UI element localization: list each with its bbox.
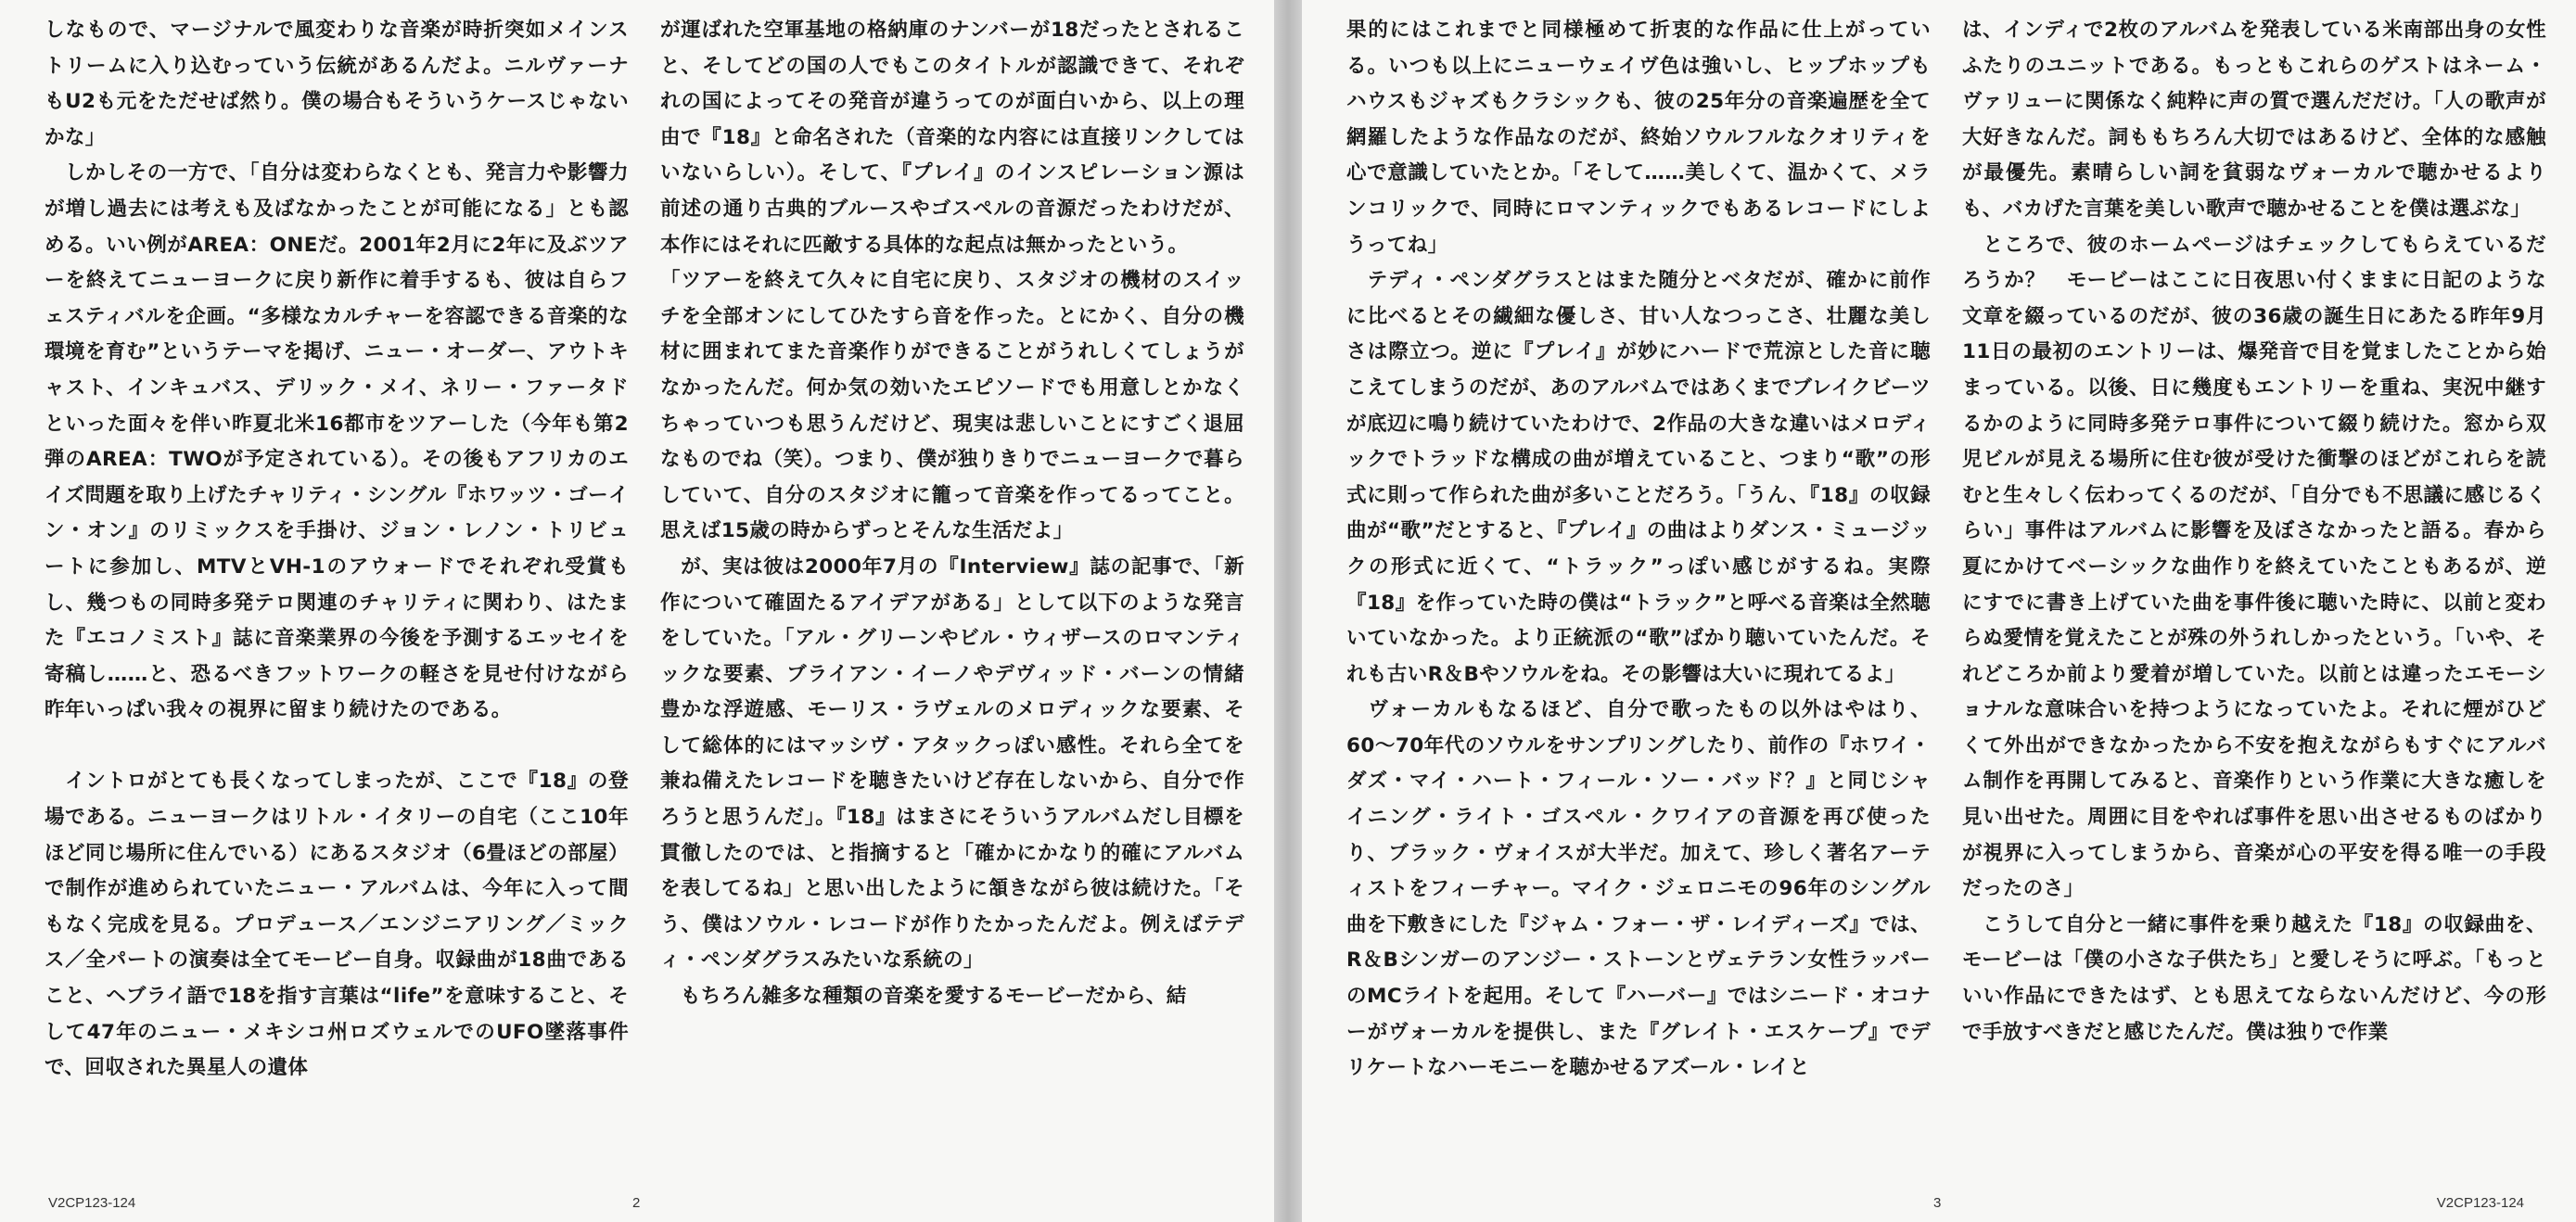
- left-column-2: が運ばれた空軍基地の格納庫のナンバーが18だったとされること、そしてどの国の人でもこのタイトルが認識できて、それぞれの国によってその発音が違うってのが面白いから、以上の理由で『18』と命名された（音楽的な内容には直接リンクしてはいないらしい）。そして、『プレイ』のインスピレーション源は前述の通り古典的ブルースやゴスペルの音源だったわけだが、本作にはそれに匹敵する具体的な起点は無かったという。 「ツアーを終えて久々に自宅に戻り、スタジオの機材のスイッチを全部オンにしてひたすら音を作った。とにかく、自分の機材に囲まれてまた音楽作りができることがうれしくてしょうがなかったんだ。何か気の効いたエピソードでも用意しとかなくちゃっていつも思うんだけど、現実は悲しいことにすごく退屈なものでね（笑）。つまり、僕が独りきりでニューヨークで暮らしていて、自分のスタジオに籠って音楽を作ってるってこと。思えば15歳の時からずっとそんな生活だよ」 が、実は彼は2000年7月の『Interview』誌の記事で、「新作について確固たるアイデアがある」として以下のような発言をしていた。「アル・グリーンやビル・ウィザースのロマンティックな要素、ブライアン・イーノやデヴィッド・バーンの情緒豊かな浮遊感、モーリス・ラヴェルのメロディックな要素、そして総体的にはマッシヴ・アタックっぽい感性。それら全てを兼ね備えたレコードを聴きたいけど存在しないから、自分で作ろうと思うんだ」。『18』はまさにそういうアルバムだし目標を貫徹したのでは、と指摘すると「確かにかなり的確にアルバムを表してるね」と思い出したように頷きながら彼は続けた。「そう、僕はソウル・レコードが作りたかったんだよ。例えばテディ・ペンダグラスみたいな系統の」 もちろん雑多な種類の音楽を愛するモービーだから、結: [660, 19, 1244, 1009]
- page-number: 3: [1933, 1195, 1942, 1211]
- left-column-1: しなもので、マージナルで風変わりな音楽が時折突如メインストリームに入り込むっていう伝統があるんだよ。ニルヴァーナもU2も元をただせば然り。僕の場合もそういうケースじゃないかな」 しかしその一方で、「自分は変わらなくとも、発言力や影響力が増し過去には考えも及ばなかったことが可能になる」とも認める。いい例がAREA：ONEだ。2001年2月に2年に及ぶツアーを終えてニューヨークに戻り新作に着手するも、彼は自らフェスティバルを企画。“多様なカルチャーを容認できる音楽的な環境を育む”というテーマを掲げ、ニュー・オーダー、アウトキャスト、インキュバス、デリック・メイ、ネリー・ファータドといった面々を伴い昨夏北米16都市をツアーした（今年も第2弾のAREA：TWOが予定されている）。その後もアフリカのエイズ問題を取り上げたチャリティ・シングル『ホワッツ・ゴーイン・オン』のリミックスを手掛け、ジョン・レノン・トリビュートに参加し、MTVとVH-1のアウォードでそれぞれ受賞もし、幾つもの同時多発テロ関連のチャリティに関わり、はたまた『エコノミスト』誌に音楽業界の今後を予測するエッセイを寄稿し……と、恐るべきフットワークの軽さを見せ付けながら昨年いっぱい我々の視界に留まり続けたのである。 イントロがとても長くなってしまったが、ここで『18』の登場である。ニューヨークはリトル・イタリーの自宅（ここ10年ほど同じ場所に住んでいる）にあるスタジオ（6畳ほどの部屋）で制作が進められていたニュー・アルバムは、今年に入って間もなく完成を見る。プロデュース／エンジニアリング／ミックス／全パートの演奏は全てモービー自身。収録曲が18曲であること、ヘブライ語で18を指す言葉は“life”を意味すること、そして47年のニュー・メキシコ州ロズウェルでのUFO墜落事件で、回収された異星人の遺体: [45, 19, 629, 1080]
- right-page: [1302, 0, 2576, 1222]
- binding-gutter: [1274, 0, 1302, 1222]
- catalog-number: V2CP123-124: [48, 1195, 136, 1211]
- right-column-1: 果的にはこれまでと同様極めて折衷的な作品に仕上がっている。いつも以上にニューウェイヴ色は強いし、ヒップホップもハウスもジャズもクラシックも、彼の25年分の音楽遍歴を全て網羅したような作品なのだが、終始ソウルフルなクオリティを心で意識していたとか。「そして……美しくて、温かくて、メランコリックで、同時にロマンティックでもあるレコードにしようってね」 テディ・ペンダグラスとはまた随分とベタだが、確かに前作に比べるとその繊細な優しさ、甘い人なつっこさ、壮麗な美しさは際立つ。逆に『プレイ』が妙にハードで荒涼とした音に聴こえてしまうのだが、あのアルバムではあくまでブレイクビーツが底辺に鳴り続けていたわけで、2作品の大きな違いはメロディックでトラッドな構成の曲が増えていること、つまり“歌”の形式に則って作られた曲が多いことだろう。「うん、『18』の収録曲が“歌”だとすると、『プレイ』の曲はよりダンス・ミュージックの形式に近くて、“トラック”っぽい感じがするね。実際『18』を作っていた時の僕は“トラック”と呼べる音楽は全然聴いていなかった。より正統派の“歌”ばかり聴いていたんだ。それも古いR＆Bやソウルをね。その影響は大いに現れてるよ」 ヴォーカルもなるほど、自分で歌ったもの以外はやはり、60〜70年代のソウルをサンプリングしたり、前作の『ホワイ・ダズ・マイ・ハート・フィール・ソー・バッド？』と同じシャイニング・ライト・ゴスペル・クワイアの音源を再び使ったり、ブラック・ヴォイスが大半だ。加えて、珍しく著名アーティストをフィーチャー。マイク・ジェロニモの96年のシングル曲を下敷きにした『ジャム・フォー・ザ・レイディーズ』では、R＆Bシンガーのアンジー・ストーンとヴェテラン女性ラッパーのMCライトを起用。そして『ハーバー』ではシニード・オコナーがヴォーカルを提供し、また『グレイト・エスケープ』でデリケートなハーモニーを聴かせるアズール・レイと: [1346, 19, 1931, 1080]
- left-page: [0, 0, 1274, 1222]
- right-column-2: は、インディで2枚のアルバムを発表している米南部出身の女性ふたりのユニットである。もっともこれらのゲストはネーム・ヴァリューに関係なく純粋に声の質で選んだだけ。「人の歌声が大好きなんだ。詞ももちろん大切ではあるけど、全体的な感触が最優先。素晴らしい詞を貧弱なヴォーカルで聴かせるよりも、バカげた言葉を美しい歌声で聴かせることを僕は選ぶな」 ところで、彼のホームページはチェックしてもらえているだろうか？ モービーはここに日夜思い付くままに日記のような文章を綴っているのだが、彼の36歳の誕生日にあたる昨年9月11日の最初のエントリーは、爆発音で目を覚ましたことから始まっている。以後、日に幾度もエントリーを重ね、実況中継するかのように同時多発テロ事件について綴り続けた。窓から双児ビルが見える場所に住む彼が受けた衝撃のほどがこれらを読むと生々しく伝わってくるのだが、「自分でも不思議に感じるくらい」事件はアルバムに影響を及ぼさなかったと語る。春から夏にかけてベーシックな曲作りを終えていたこともあるが、逆にすでに書き上げていた曲を事件後に聴いた時に、以前と変わらぬ愛情を覚えたことが殊の外うれしかったという。「いや、それどころか前より愛着が増していた。以前とは違ったエモーショナルな意味合いを持つようになっていたよ。それに煙がひどくて外出ができなかったから不安を抱えながらもすぐにアルバム制作を再開してみると、音楽作りという作業に大きな癒しを見い出せた。周囲に目をやれば事件を思い出させるものばかりが視界に入ってしまうから、音楽が心の平安を得る唯一の手段だったのさ」 こうして自分と一緒に事件を乗り越えた『18』の収録曲を、モービーは「僕の小さな子供たち」と愛しそうに呼ぶ。「もっといい作品にできたはず、とも思えてならないんだけど、今の形で手放すべきだと感じたんだ。僕は独りで作業: [1962, 19, 2546, 1044]
- page-number: 2: [632, 1195, 641, 1211]
- catalog-number: V2CP123-124: [2436, 1195, 2524, 1211]
